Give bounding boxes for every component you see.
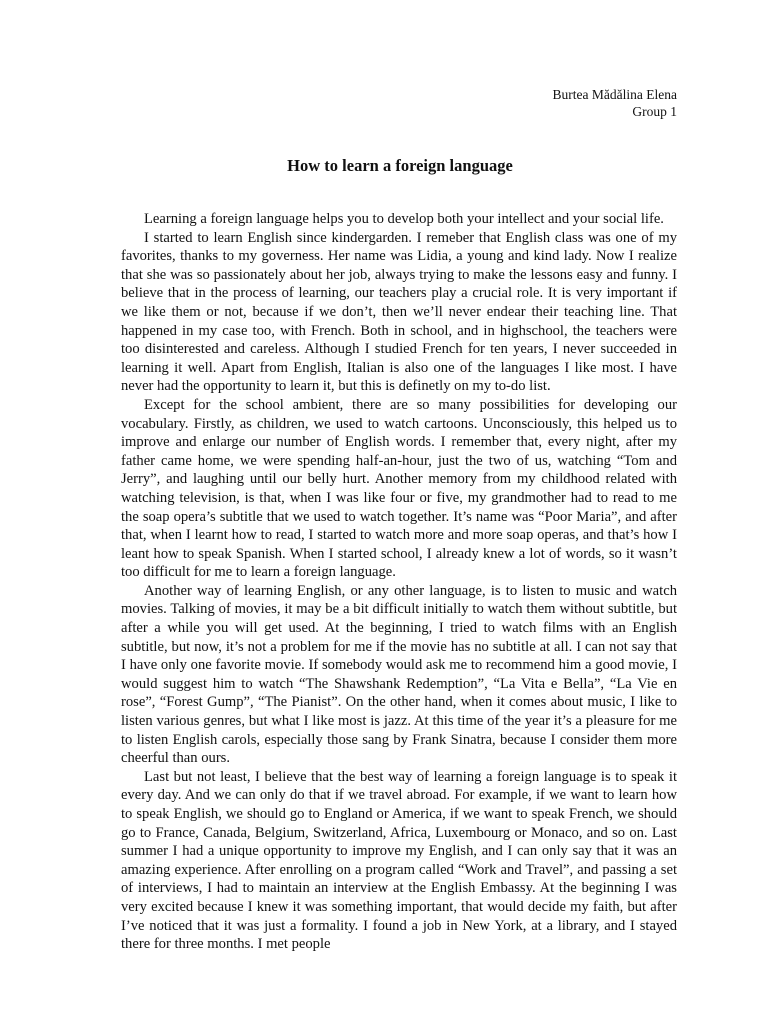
paragraph-childhood: Except for the school ambient, there are so many possibilities for developing our vocabulary. Firstly, as children, we used to watch cartoons. Unconsciously, this helped us to improve and enlarge our number of English words. I remember that, every night, after my father came home, we were spending half-an-hour, just the two of us, watching “Tom and Jerry”, and laughing until our belly hurt. Another memory from my childhood related with watching television, is that, when I was like four or five, my grandmother had to read to me the soap opera’s subtitle that we used to watch together. It’s name was “Poor Maria”, and after that, when I learnt how to read, I started to watch more and more soap operas, and that’s how I leant how to speak Spanish. When I started school, I already knew a lot of words, so it wasn’t too difficult for me to learn a foreign language. <box>121 396 677 581</box>
paragraph-intro: Learning a foreign language helps you to develop both your intellect and your social life. <box>144 211 664 227</box>
paragraph-music-movies: Another way of learning English, or any other language, is to listen to music and watch movies. Talking of movies, it may be a bit difficult initially to watch them without subtitle, but after a while you will get used. At the beginning, I tried to watch films with an English subtitle, but now, it’s not a problem for me if the movie has no subtitle at all. I can not say that I have only one favorite movie. If somebody would ask me to recommend him a good movie, I would suggest him to watch “The Shawshank Redemption”, “La Vita e Bella”, “La Vie en rose”, “Forest Gump”, “The Pianist”. On the other hand, when it comes about music, I like to listen various genres, but what I like most is jazz. At this time of the year it’s a pleasure for me to listen English carols, especially those sang by Frank Sinatra, because I consider them more cheerful than ours. <box>121 582 677 767</box>
paragraph-travel: Last but not least, I believe that the best way of learning a foreign language is to speak it every day. And we can only do that if we travel abroad. For example, if we want to learn how to speak English, we should go to England or America, if we want to speak French, we should go to France, Canada, Belgium, Switzerland, Africa, Luxembourg or Monaco, and so on. Last summer I had a unique opportunity to improve my English, and I can only say that it was an amazing experience. After enrolling on a program called “Work and Travel”, and passing a set of interviews, I had to maintain an interview at the English Embassy. At the beginning I was very excited because I knew it was something important, that would decide my faith, but after I’ve noticed that it was just a formality. I found a job in New York, at a library, and I stayed there for three months. I met people <box>121 768 677 953</box>
document-body <box>121 210 677 954</box>
author-block <box>553 86 677 120</box>
group-label: Group 1 <box>632 104 677 119</box>
author-name: Burtea Mădălina Elena <box>552 87 677 102</box>
paragraph-school: I started to learn English since kindergarden. I remeber that English class was one of my favorites, thanks to my governess. Her name was Lidia, a young and kind lady. Now I realize that she was so passionately about her job, always trying to make the lessons easy and funny. I believe that in the process of learning, our teachers play a crucial role. It is very important if we like them or not, because if we don’t, then we’ll never endear their teaching line. That happened in my case too, with French. Both in school, and in highschool, the teachers were too disinterested and careless. Although I studied French for ten years, I never succeeded in learning it well. Apart from English, Italian is also one of the languages I like most. I have never had the opportunity to learn it, but this is definetly on my to-do list. <box>121 229 677 395</box>
document-title: How to learn a foreign language <box>287 156 513 175</box>
